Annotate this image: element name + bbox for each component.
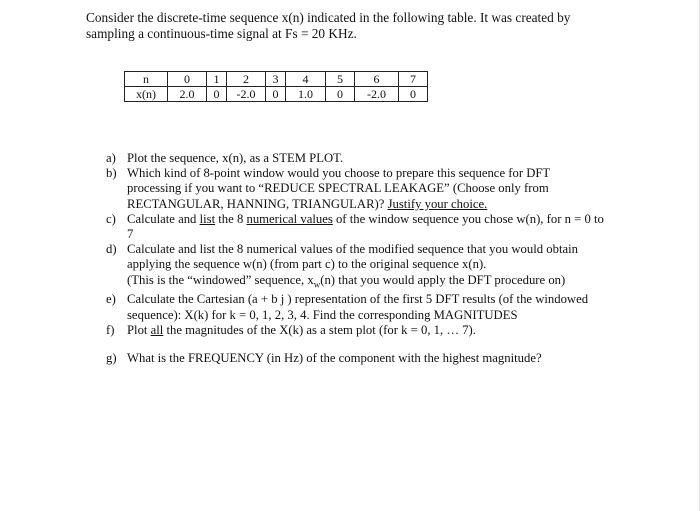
table-cell-x1: 0 bbox=[207, 87, 227, 102]
table-cell-x3: 0 bbox=[266, 87, 286, 102]
table-header-x: x(n) bbox=[125, 87, 168, 102]
question-g-text: What is the FREQUENCY (in Hz) of the component with the highest magnitude? bbox=[127, 350, 542, 365]
table-row-n bbox=[125, 72, 428, 87]
intro-line-1: Consider the discrete-time sequence x(n) indicated in the following table. It was created by bbox=[86, 10, 571, 25]
question-a-label: a) bbox=[106, 151, 116, 165]
table-cell-x5: 0 bbox=[326, 87, 355, 102]
table-cell-n1: 1 bbox=[207, 72, 227, 87]
table-cell-x2: -2.0 bbox=[227, 87, 266, 102]
question-f-label: f) bbox=[106, 322, 115, 337]
question-d-body: Calculate and list the 8 numerical values of the modified sequence that you would obtain applying the sequence w(n) (from part c) to the original sequence x(n). bbox=[127, 242, 578, 272]
question-b-label: b) bbox=[106, 166, 117, 181]
question-d-note-b: (n) that you would apply the DFT procedure on) bbox=[320, 272, 566, 287]
question-e-label: e) bbox=[106, 292, 116, 307]
sequence-table bbox=[124, 71, 428, 102]
question-b-text bbox=[127, 166, 606, 212]
question-g-label: g) bbox=[106, 350, 117, 365]
table-cell-x0: 2.0 bbox=[168, 87, 207, 102]
question-c-underline-list: list bbox=[199, 211, 216, 226]
table-cell-x6: -2.0 bbox=[355, 87, 399, 102]
table-header-n: n bbox=[125, 72, 168, 87]
question-c-part3: of the window sequence you chose w(n), for n = 0 to 7 bbox=[127, 211, 604, 242]
question-g bbox=[106, 351, 606, 366]
table-cell-n4: 4 bbox=[286, 72, 326, 87]
table-cell-n7: 7 bbox=[399, 72, 428, 87]
question-list bbox=[106, 151, 606, 366]
question-d-note-sub: w bbox=[313, 279, 321, 290]
question-a-text: Plot the sequence, x(n), as a STEM PLOT. bbox=[127, 151, 344, 165]
question-c-part1: Calculate and bbox=[127, 211, 200, 226]
question-e-text: Calculate the Cartesian (a + b j ) representation of the first 5 DFT results (of the windowed sequence): X(k) for k = 0, 1, 2, 3, 4. Find the corresponding MAGNITUDES bbox=[127, 292, 589, 322]
question-c bbox=[106, 212, 606, 242]
table-cell-n2: 2 bbox=[227, 72, 266, 87]
table-cell-n6: 6 bbox=[355, 72, 399, 87]
table-cell-n5: 5 bbox=[326, 72, 355, 87]
question-f bbox=[106, 323, 606, 338]
table-row-x bbox=[125, 87, 428, 102]
question-a bbox=[106, 151, 606, 166]
table-cell-x4: 1.0 bbox=[286, 87, 326, 102]
question-d bbox=[106, 242, 606, 292]
question-b bbox=[106, 166, 606, 212]
table-cell-n3: 3 bbox=[266, 72, 286, 87]
question-c-label: c) bbox=[106, 211, 116, 226]
question-f-part2: the magnitudes of the X(k) as a stem plot (for k = 0, 1, … 7). bbox=[163, 322, 476, 337]
question-c-part2: the 8 bbox=[215, 211, 247, 226]
question-d-text bbox=[127, 242, 606, 292]
table-cell-n0: 0 bbox=[168, 72, 207, 87]
question-f-underline-all: all bbox=[150, 322, 164, 337]
question-b-body: Which kind of 8-point window would you choose to prepare this sequence for DFT processing if you want to “REDUCE SPECTRAL LEAKAGE” (Choose only from RECTANGULAR, HANNING, TRIANGULAR)? bbox=[127, 166, 550, 211]
question-d-label: d) bbox=[106, 242, 117, 257]
question-d-note-a: (This is the “windowed” sequence, x bbox=[127, 272, 314, 287]
question-f-text bbox=[127, 323, 606, 338]
problem-intro bbox=[86, 10, 606, 42]
intro-line-2: sampling a continuous-time signal at Fs = 20 KHz. bbox=[86, 26, 357, 41]
question-c-text bbox=[127, 212, 606, 242]
question-c-underline-values: numerical values bbox=[246, 211, 333, 226]
table-cell-x7: 0 bbox=[399, 87, 428, 102]
question-b-justify: Justify your choice. bbox=[387, 196, 488, 211]
question-e bbox=[106, 292, 606, 322]
question-f-part1: Plot bbox=[127, 322, 151, 337]
